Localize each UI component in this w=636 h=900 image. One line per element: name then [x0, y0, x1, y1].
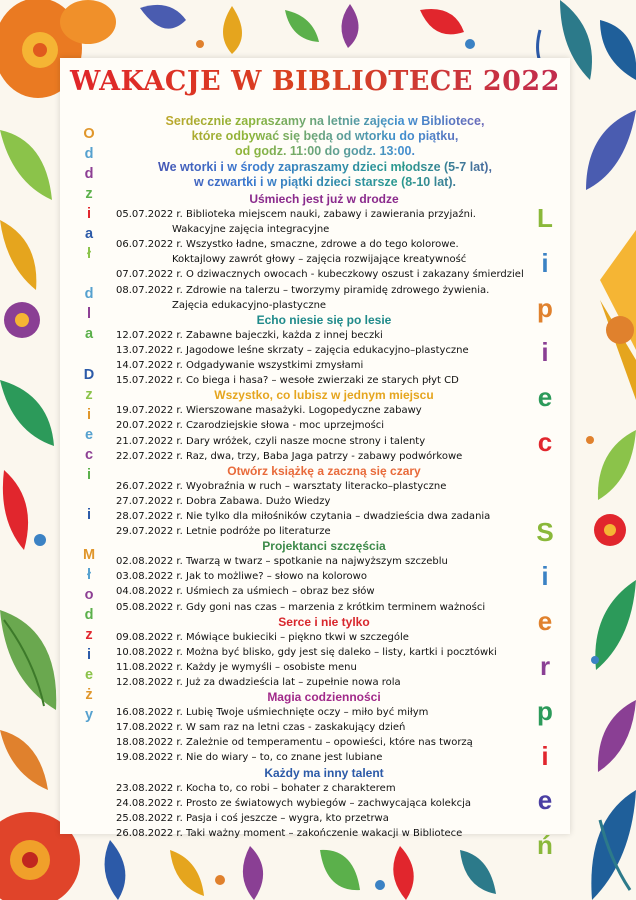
event-text: Wszystko ładne, smaczne, zdrowe a do tego kolorowe. [186, 239, 459, 251]
event-text: Prosto ze światowych wybiegów – zachwycająca kolekcja [186, 797, 472, 809]
schedule-section [116, 690, 532, 765]
event-row [116, 584, 532, 599]
event-row [116, 207, 532, 222]
event-date: 02.08.2022 r. [116, 556, 183, 568]
event-text: Można być blisko, gdy jest się daleko – listy, kartki i pocztówki [186, 646, 497, 658]
schedule-section [116, 313, 532, 388]
left-vertical-text [78, 124, 100, 725]
intro-line: które odbywać się będą od wtorku do piątku, [191, 129, 459, 143]
event-text: Koktajlowy zawrót głowy – zajęcia rozwijające kreatywność [172, 254, 467, 266]
event-row [116, 449, 532, 464]
event-row [116, 705, 532, 720]
event-date: 08.07.2022 r. [116, 284, 183, 296]
section-title: Serce i nie tylko [278, 614, 370, 629]
schedule-section [116, 539, 532, 614]
event-text: Nie tylko dla miłośników czytania – dwadzieścia dwa zadania [186, 510, 491, 522]
event-row [116, 750, 532, 765]
right-vertical-letter: r [539, 650, 551, 681]
event-text: Twarzą w twarz – spotkanie na najwyższym szczeblu [186, 556, 448, 568]
event-row [116, 283, 532, 298]
event-text: Dary wróżek, czyli nasze mocne strony i talenty [186, 435, 426, 447]
event-date: 26.08.2022 r. [116, 827, 183, 839]
event-date: 09.08.2022 r. [116, 631, 183, 643]
event-text: Dobra Zabawa. Dużo Wiedzy [186, 495, 331, 507]
event-text: Wierszowane masażyki. Logopedyczne zabawy [186, 405, 422, 417]
left-vertical-letter: i [86, 506, 92, 523]
left-vertical-letter: i [86, 406, 92, 423]
event-text: Pasja i coś jeszcze – wygra, kto przetrwa [186, 812, 389, 824]
event-text: Czarodziejskie słowa - moc uprzejmości [186, 420, 385, 432]
schedule-section [116, 192, 532, 313]
left-vertical-letter: d [84, 146, 94, 163]
right-vertical-letter: L [537, 203, 553, 233]
schedule-section [116, 615, 532, 690]
left-vertical-letter: z [85, 627, 93, 644]
right-vertical-letter: i [541, 337, 549, 368]
event-row [116, 796, 532, 811]
event-date: 04.08.2022 r. [116, 586, 183, 598]
right-vertical-letter: c [537, 426, 553, 457]
event-text: Wyobraźnia w ruch – warsztaty literacko–plastyczne [186, 480, 447, 492]
section-title: Projektanci szczęścia [262, 539, 386, 554]
left-vertical-letter: a [84, 326, 94, 343]
event-date: 18.08.2022 r. [116, 737, 183, 749]
schedule-section [116, 766, 532, 841]
left-vertical-letter: d [84, 607, 94, 624]
left-vertical-letter: a [84, 226, 94, 243]
event-row [116, 328, 532, 343]
event-text: Zabawne bajeczki, każda z innej beczki [186, 329, 383, 341]
intro-line: Serdecznie zapraszamy na letnie zajęcia w Bibliotece, [165, 114, 485, 128]
schedule-section [116, 464, 532, 539]
right-vertical-letter: e [537, 785, 553, 816]
left-vertical-letter: i [86, 647, 92, 664]
section-title: Magia codzienności [267, 690, 381, 705]
right-vertical-letter: p [537, 292, 553, 323]
event-date: 26.07.2022 r. [116, 480, 183, 492]
event-row [116, 826, 532, 841]
right-vertical-letter: S [536, 516, 554, 547]
event-text: Zajęcia edukacyjno-plastyczne [172, 299, 327, 311]
event-date: 05.07.2022 r. [116, 209, 183, 221]
event-row [116, 494, 532, 509]
event-text: Jak to możliwe? – słowo na kolorowo [186, 571, 367, 583]
event-date: 19.07.2022 r. [116, 405, 183, 417]
left-vertical-letter: d [84, 166, 94, 183]
event-text: Zdrowie na talerzu – tworzymy piramidę zdrowego żywienia. [186, 284, 490, 296]
event-text: Biblioteka miejscem nauki, zabawy i zawierania przyjaźni. [186, 209, 476, 221]
event-date: 24.08.2022 r. [116, 797, 183, 809]
event-date: 16.08.2022 r. [116, 707, 183, 719]
event-text: Gdy goni nas czas – marzenia z krótkim terminem ważności [186, 601, 486, 613]
right-vertical-letter: i [541, 561, 549, 592]
section-title: Otwórz książkę a zaczną się czary [227, 463, 421, 478]
left-vertical-letter: D [83, 366, 95, 383]
event-text: Kocha to, co robi – bohater z charakterem [186, 782, 396, 794]
event-date: 28.07.2022 r. [116, 510, 183, 522]
left-vertical-letter: d [84, 286, 94, 303]
event-date: 06.07.2022 r. [116, 239, 183, 251]
right-vertical-letter: e [537, 606, 553, 637]
event-text: W sam raz na letni czas - zaskakujący dzień [186, 722, 406, 734]
left-vertical-letter: ł [86, 246, 92, 263]
event-row [116, 267, 532, 282]
event-date: 12.08.2022 r. [116, 677, 183, 688]
intro-text [100, 114, 550, 159]
event-row [116, 343, 532, 358]
event-row [116, 222, 532, 237]
event-date: 15.07.2022 r. [116, 375, 183, 387]
schedule [116, 192, 532, 841]
event-row [116, 418, 532, 433]
event-row [116, 403, 532, 418]
left-vertical-letter: ż [85, 687, 93, 704]
left-vertical-letter: z [85, 186, 93, 203]
event-row [116, 660, 532, 675]
right-vertical-letter: e [537, 382, 553, 413]
event-row [116, 373, 532, 388]
page-title: WAKACJE W BIBLIOTECE 2022 [60, 66, 570, 97]
event-row [116, 569, 532, 584]
right-vertical-letter: ń [537, 830, 553, 861]
event-text: Letnie podróże po literaturze [186, 526, 331, 538]
event-row [116, 434, 532, 449]
left-vertical-letter: e [84, 426, 94, 443]
event-date: 14.07.2022 r. [116, 360, 183, 372]
event-text: Uśmiech za uśmiech – obraz bez słów [186, 586, 375, 598]
event-row [116, 237, 532, 252]
intro-line: od godz. 11:00 do godz. 13:00. [235, 144, 415, 158]
event-text: Co biega i hasa? – wesołe zwierzaki ze starych płyt CD [186, 375, 459, 387]
event-text: Już za dwadzieścia lat – zupełnie nowa rola [186, 677, 401, 688]
event-date: 22.07.2022 r. [116, 450, 183, 462]
left-vertical-letter: l [86, 306, 92, 323]
event-date: 27.07.2022 r. [116, 495, 183, 507]
event-text: O dziwacznych owocach - kubeczkowy oszust i zakazany śmierdziel [186, 269, 524, 281]
event-text: Raz, dwa, trzy, Baba Jaga patrzy - zabawy podwórkowe [186, 450, 463, 462]
event-date: 20.07.2022 r. [116, 420, 183, 432]
right-vertical-letter: i [541, 740, 549, 771]
right-vertical-letter: p [537, 695, 553, 726]
left-vertical-letter: y [84, 707, 94, 724]
section-title: Każdy ma inny talent [264, 765, 384, 780]
event-row [116, 252, 532, 267]
schedule-section [116, 388, 532, 463]
left-vertical-letter: o [84, 587, 94, 604]
section-title: Uśmiech jest już w drodze [249, 192, 399, 206]
event-row [116, 720, 532, 735]
event-row [116, 600, 532, 615]
event-date: 29.07.2022 r. [116, 526, 183, 538]
event-date: 25.08.2022 r. [116, 812, 183, 824]
right-vertical-letter: i [541, 247, 549, 278]
event-date: 11.08.2022 r. [116, 661, 183, 673]
event-row [116, 298, 532, 313]
event-row [116, 509, 532, 524]
left-vertical-letter: e [84, 667, 94, 684]
left-vertical-letter: z [85, 386, 93, 403]
event-date: 23.08.2022 r. [116, 782, 183, 794]
event-row [116, 781, 532, 796]
event-date: 05.08.2022 r. [116, 601, 183, 613]
age-line: We wtorki i w środy zapraszamy dzieci młodsze (5-7 lat), [158, 160, 492, 174]
left-vertical-letter: i [86, 206, 92, 223]
event-date: 12.07.2022 r. [116, 329, 183, 341]
event-text: Zależnie od temperamentu – opowieści, które nas tworzą [186, 737, 473, 749]
left-vertical-letter: O [83, 126, 95, 142]
event-row [116, 811, 532, 826]
event-date: 07.07.2022 r. [116, 269, 183, 281]
event-text: Wakacyjne zajęcia integracyjne [172, 224, 330, 236]
event-row [116, 675, 532, 690]
left-vertical-letter: c [84, 446, 94, 463]
section-title: Echo niesie się po lesie [256, 312, 392, 327]
event-text: Taki ważny moment – zakończenie wakacji w Bibliotece [186, 827, 463, 839]
event-row [116, 358, 532, 373]
event-date: 10.08.2022 r. [116, 646, 183, 658]
right-vertical-text [528, 196, 562, 868]
event-row [116, 479, 532, 494]
event-row [116, 630, 532, 645]
event-date: 13.07.2022 r. [116, 344, 183, 356]
event-text: Każdy je wymyśli – osobiste menu [186, 661, 357, 673]
event-row [116, 524, 532, 539]
event-date: 21.07.2022 r. [116, 435, 183, 447]
event-text: Jagodowe leśne skrzaty – zajęcia edukacyjno–plastyczne [186, 344, 469, 356]
event-row [116, 735, 532, 750]
event-row [116, 554, 532, 569]
section-title: Wszystko, co lubisz w jednym miejscu [214, 388, 434, 403]
event-text: Lubię Twoje uśmiechnięte oczy – miło być miłym [186, 707, 429, 719]
event-date: 19.08.2022 r. [116, 752, 183, 764]
age-line: w czwartki i w piątki dzieci starsze (8-10 lat). [194, 175, 456, 189]
left-vertical-letter: M [82, 546, 96, 563]
age-groups-text [100, 160, 550, 190]
event-row [116, 645, 532, 660]
event-date: 17.08.2022 r. [116, 722, 183, 734]
event-text: Nie do wiary – to, co znane jest lubiane [186, 752, 383, 764]
left-vertical-letter: ł [86, 567, 92, 584]
event-text: Odgadywanie wszystkimi zmysłami [186, 360, 364, 372]
event-text: Mówiące bukieciki – piękno tkwi w szczególe [186, 631, 409, 643]
event-date: 03.08.2022 r. [116, 571, 183, 583]
left-vertical-letter: i [86, 466, 92, 483]
